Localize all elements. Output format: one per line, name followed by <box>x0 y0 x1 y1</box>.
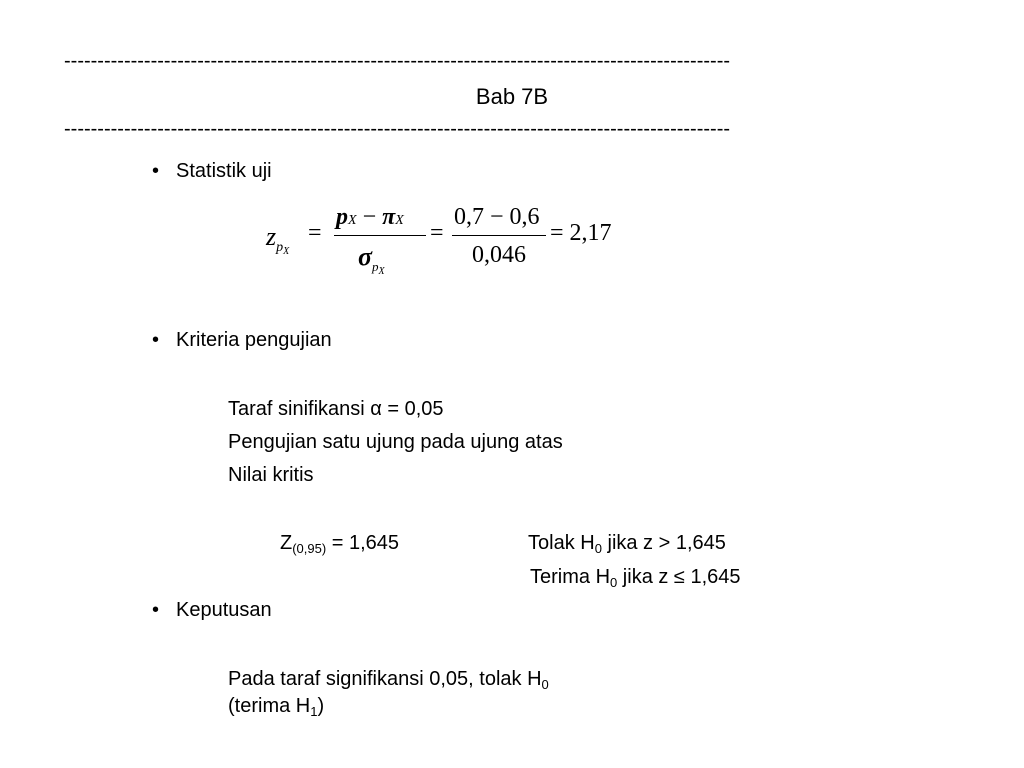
formula-lhs-subsub: X <box>283 246 290 257</box>
formula-minus: − <box>362 204 377 230</box>
page-title: Bab 7B <box>475 84 549 109</box>
decision-line-2 <box>228 695 324 718</box>
test-statistic-formula <box>266 204 626 277</box>
reject-rule-b: jika z > 1,645 <box>601 532 726 554</box>
formula-den-subsub: X <box>378 266 385 277</box>
kriteria-nilai-kritis: Nilai kritis <box>228 464 314 486</box>
formula-lhs-sub: p <box>276 240 284 255</box>
decision-line-2-text: (terima H <box>228 695 311 717</box>
accept-rule-a: Terima H <box>530 566 611 588</box>
bullet-keputusan-label: Keputusan <box>176 599 272 621</box>
formula-num-p-sub: X <box>348 213 357 228</box>
decision-line-1 <box>228 668 549 691</box>
formula-den-value: 0,046 <box>472 242 526 268</box>
critical-value-number: = 1,645 <box>326 532 400 554</box>
formula-den-sigma: σ <box>358 242 373 271</box>
formula-lhs <box>266 222 290 257</box>
reject-rule <box>528 532 726 555</box>
bullet-icon: • <box>152 329 160 351</box>
decision-line-1-text: Pada taraf signifikansi 0,05, tolak H <box>228 668 542 690</box>
formula-eq-2: = <box>430 220 444 246</box>
header-rule-top: ---------------------------------------------------------------------------------------------------- <box>64 50 731 72</box>
formula-fraction-bar-2 <box>452 235 546 236</box>
formula-num-pi: π <box>382 204 396 230</box>
formula-denominator <box>358 242 385 277</box>
reject-rule-a: Tolak H <box>528 532 595 554</box>
formula-numerator <box>336 204 404 231</box>
formula-fraction-bar-1 <box>334 235 426 236</box>
decision-line-2-sub: 1 <box>310 704 318 719</box>
kriteria-alpha: Taraf sinifikansi α = 0,05 <box>228 398 444 420</box>
bullet-kriteria <box>152 329 332 352</box>
formula-lhs-var: z <box>266 222 277 251</box>
reject-rule-sub: 0 <box>594 541 602 556</box>
bullet-icon: • <box>152 599 160 621</box>
accept-rule <box>530 566 741 589</box>
accept-rule-sub: 0 <box>610 575 618 590</box>
critical-value <box>280 532 399 555</box>
formula-result: = 2,17 <box>550 220 612 246</box>
bullet-icon: • <box>152 160 160 182</box>
formula-eq-1: = <box>308 220 322 246</box>
header-rule-bottom: ---------------------------------------------------------------------------------------------------- <box>64 118 731 140</box>
accept-rule-b: jika z ≤ 1,645 <box>617 566 741 588</box>
formula-num-values: 0,7 − 0,6 <box>454 204 540 230</box>
critical-value-sub: (0,95) <box>292 541 327 556</box>
bullet-statistik-label: Statistik uji <box>176 160 272 182</box>
bullet-kriteria-label: Kriteria pengujian <box>176 329 332 351</box>
formula-num-pi-sub: X <box>395 213 404 228</box>
kriteria-one-tailed: Pengujian satu ujung pada ujung atas <box>228 431 563 453</box>
decision-line-1-sub: 0 <box>541 677 549 692</box>
critical-value-label: Z <box>280 532 293 554</box>
bullet-statistik <box>152 160 272 183</box>
formula-den-sub: p <box>372 259 379 274</box>
formula-num-p: p <box>336 204 348 230</box>
decision-line-2-close: ) <box>317 695 325 717</box>
bullet-keputusan <box>152 599 272 622</box>
